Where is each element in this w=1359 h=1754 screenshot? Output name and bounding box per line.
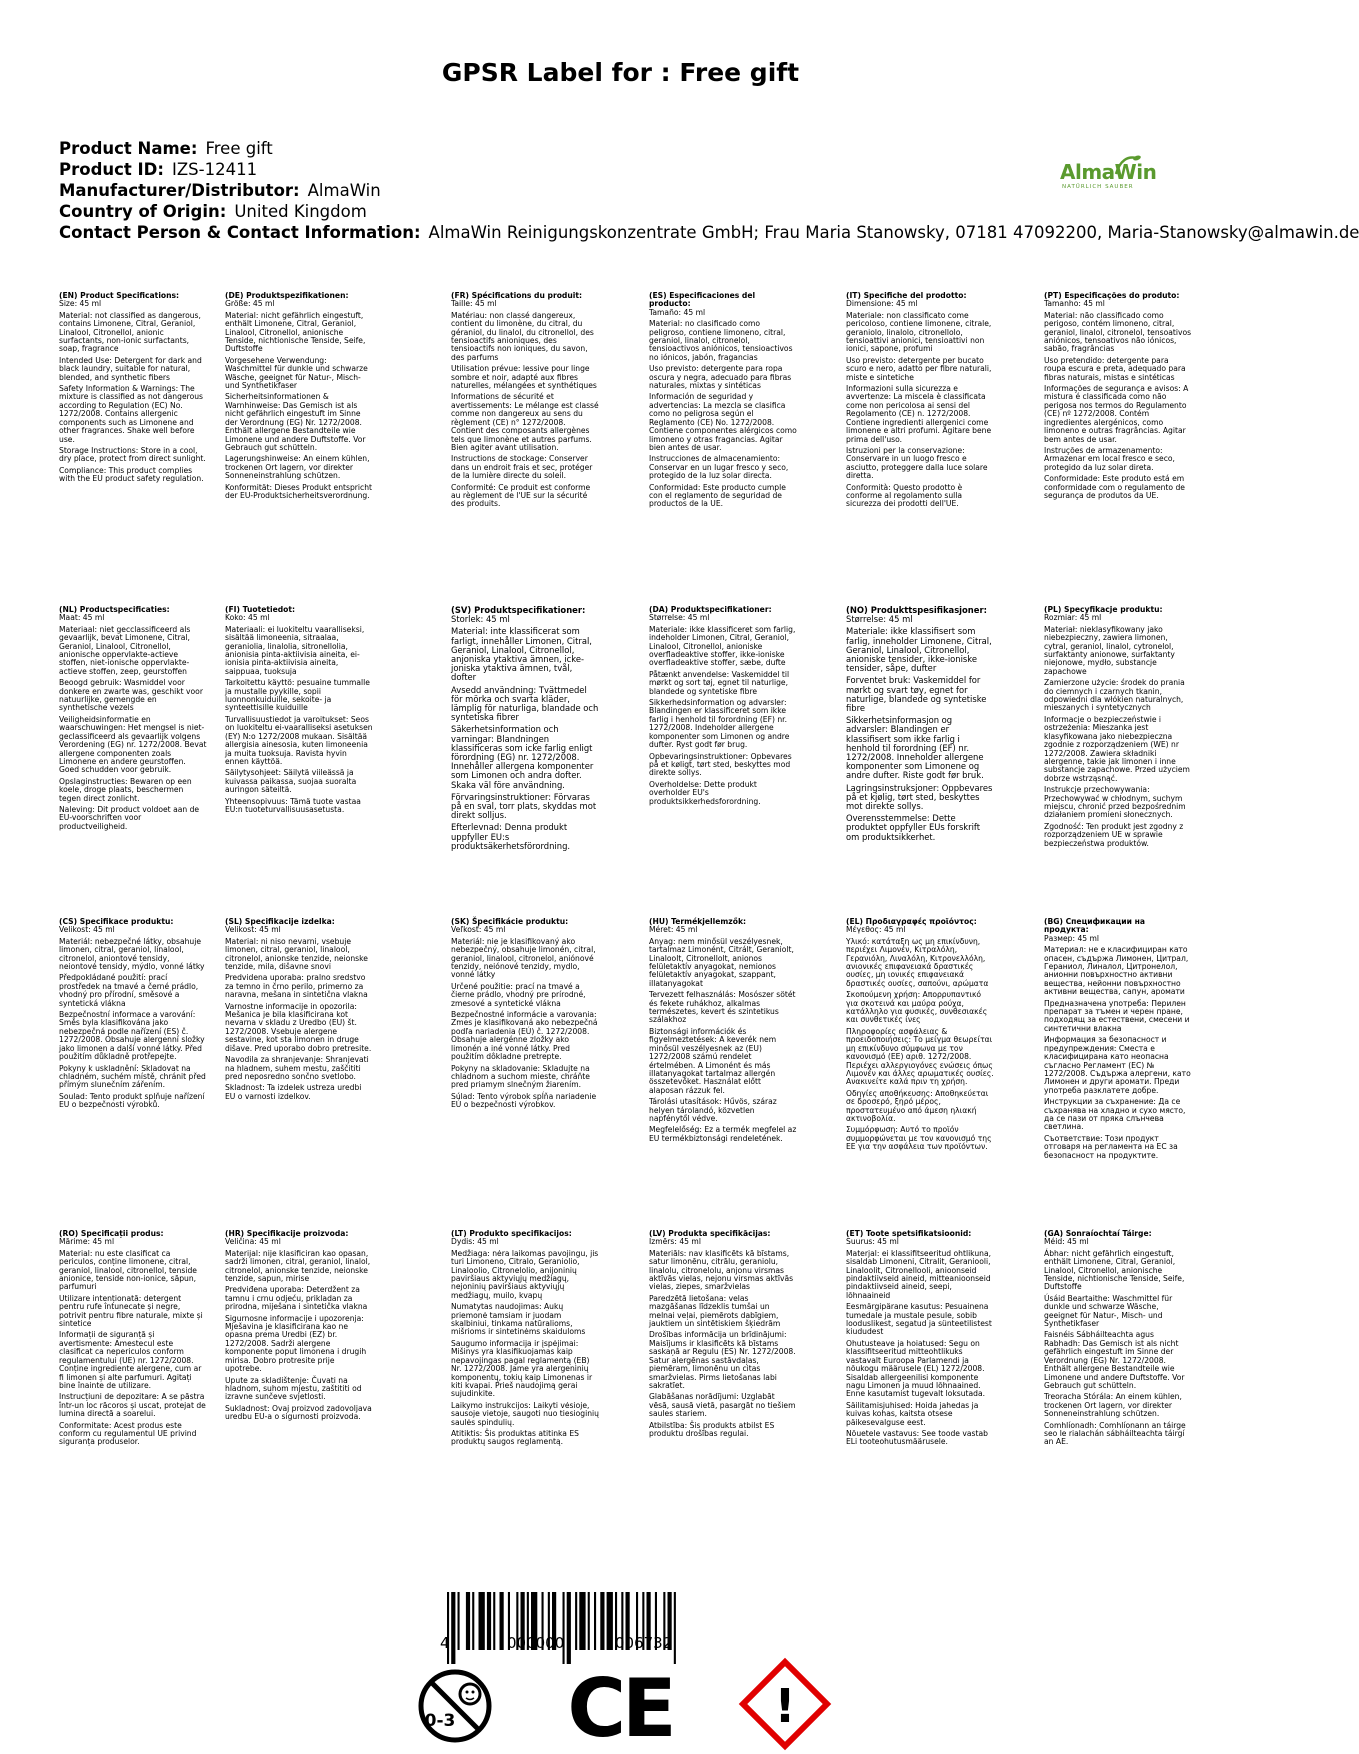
spec-paragraph: Forventet bruk: Vaskemiddel for mørkt og svart tøy, egnet for naturlige, blandede og syntetiske fibre: [846, 675, 987, 714]
spec-paragraph: Предназначена употреба: Перилен препарат за тъмен и черен пране, подходящ за естествени, смесени и синтетични влакна: [1044, 998, 1190, 1033]
spec-paragraph: Material: nicht gefährlich eingestuft, enthält Limonene, Citral, Geraniol, Linalool, Citronellol, anionische Tenside, nichtionische Tenside, Seife, Duftstoffe: [225, 310, 366, 354]
barcode-bar: [447, 1592, 449, 1664]
spec-paragraph: Conformidade: Este produto está em conformidade com o regulamento de segurança de produtos da UE.: [1044, 474, 1185, 500]
spec-heading: (SL) Specifikacije izdelka:: [225, 917, 335, 926]
spec-paragraph: Turvallisuustiedot ja varoitukset: Seos on luokiteltu ei-vaaralliseksi asetuksen (EY) N:o 1272/2008 mukaan. Sisältää allergisia ainesosia, kuten limoneenia ja muita tuoksuja. Ravista hyvin ennen käyttöä.: [225, 714, 373, 766]
spec-paragraph: Utilizare intenționată: detergent pentru rufe întunecate și negre, potrivit pentru fibre naturale, mixte și sintetice: [59, 1293, 203, 1329]
safety-symbols: [0, 1656, 1241, 1754]
spec-paragraph: Ohutusteave ja hoiatused: Segu on klassifitseeritud mitteohtlikuks vastavalt Euroopa Parlamendi ja nõukogu määrusele (EL) 1272/2008. Sisaldab allergeenilisi komponente nagu Limonen ja muud lõhnaained. Enne kasutamist tugevalt loksutada.: [846, 1338, 986, 1399]
page-title: GPSR Label for : Free gift: [441, 58, 800, 87]
spec-paragraph: Súlad: Tento výrobok spĺňa nariadenie EÚ o bezpečnosti výrobkov.: [451, 1091, 597, 1110]
spec-paragraph: Ábhar: nicht gefährlich eingestuft, enthält Limonene, Citral, Geraniol, Linalool, Citronellol, anionische Tenside, nichtionische Tenside, Seife, Duftstoffe: [1044, 1248, 1185, 1292]
spec-paragraph: Laikymo instrukcijos: Laikyti vėsioje, sausoje vietoje, saugoti nuo tiesioginių saulės spindulių.: [451, 1400, 599, 1427]
spec-paragraph: Naleving: Dit product voldoet aan de EU-voorschriften voor productveiligheid.: [59, 804, 200, 831]
spec-paragraph: Navodila za shranjevanje: Shranjevati na hladnem, suhem mestu, zaščititi pred neposredno sončno svetlobo.: [225, 1055, 369, 1081]
spec-paragraph: Safety Information & Warnings: The mixture is classified as not dangerous according to Regulation (EC) No. 1272/2008. Contains allergenic components such as Limonene and other fragrances. Shake well before use.: [59, 384, 203, 444]
spec-paragraph: Informacje o bezpieczeństwie i ostrzeżenia: Mieszanka jest klasyfikowana jako niebezpieczna zgodnie z rozporządzeniem (WE) nr 1272/2008. Zawiera składniki alergenne, takie jak limonen i inne substancje zapachowe. Przed użyciem dobrze wstrząsnąć.: [1044, 714, 1190, 783]
spec-size: Veličina: 45 ml: [225, 1237, 281, 1247]
spec-paragraph: Instructions de stockage: Conserver dans un endroit frais et sec, protéger de la lumière directe du soleil.: [451, 454, 593, 481]
spec-paragraph: Säkerhetsinformation och varningar: Blandningen klassificeras som icke farlig enligt förordning (EG) nr. 1272/2008. Innehåller allergena komponenter som Limonen och andra dofter. Skaka väl före användning.: [451, 724, 594, 790]
spec-paragraph: Medžiaga: nėra laikomas pavojingu, jis turi Limoneno, Citralo, Geraniolio, Linaloolio, Citronelolio, anijoninių paviršiaus aktyviųjų medžiagų, nejoninių paviršiaus aktyviųjų medžiagų, muilo, kvapų: [451, 1248, 599, 1300]
spec-block: [59, 606, 207, 834]
spec-heading: (DE) Produktspezifikationen:: [225, 291, 349, 300]
spec-paragraph: Materiál: nie je klasifikovaný ako nebezpečný, obsahuje limonén, citral, geraniol, linalool, citronelol, aniónové tenzidy, neiónové tenzidy, mydlo, vonné látky: [451, 936, 596, 980]
spec-paragraph: Veiligheidsinformatie en waarschuwingen: Het mengsel is niet-geclassificeerd als gevaarlijk volgens Verordening (EG) nr. 1272/2008. Bevat allergene componenten zoals Limonene en andere geurstoffen. Goed schudden voor gebruik.: [59, 714, 207, 775]
spec-paragraph: Pokyny k uskladnění: Skladovat na chladném, suchém místě, chránit před přímým slunečním zářením.: [59, 1063, 206, 1090]
spec-paragraph: Informații de siguranță și avertismente: Amestecul este clasificat ca nepericulos conform regulamentului (UE) nr. 1272/2008. Conține ingrediente alergene, cum ar fi limonen și alte parfumuri. Agitați bine înainte de utilizare.: [59, 1330, 202, 1390]
manufacturer-label: Manufacturer/Distributor:: [59, 181, 300, 200]
spec-heading: (PL) Specyfikacje produktu:: [1044, 605, 1163, 614]
spec-block: [649, 292, 797, 512]
spec-paragraph: Faisnéis Sábháilteachta agus Rabhadh: Das Gemisch ist als nicht gefährlich eingestuft im Sinne der Verordnung (EG) Nr. 1272/2008. Enthält allergene Bestandteile wie Limonene und andere Duftstoffe. Vor Gebrauch gut schütteln.: [1044, 1330, 1185, 1390]
spec-paragraph: Informazioni sulla sicurezza e avvertenze: La miscela è classificata come non pericolosa ai sensi del Regolamento (CE) n. 1272/2008. Contiene ingredienti allergenici come limonene e altri profumi. Agitare bene prima dell'uso.: [846, 384, 992, 444]
barcode-group-left: 000000: [507, 1634, 565, 1652]
barcode-bar: [579, 1592, 585, 1650]
hazard-warning-icon: [743, 1662, 827, 1746]
barcode-bar: [500, 1592, 504, 1650]
spec-paragraph: Utilisation prévue: lessive pour linge sombre et noir, adapté aux fibres naturelles, mélangées et synthétiques: [451, 364, 597, 391]
spec-paragraph: Información de seguridad y advertencias: La mezcla se clasifica como no peligrosa según el Reglamento (CE) No. 1272/2008. Contiene componentes alérgicos como limoneno y otras fragancias. Agitar bien antes de usar.: [649, 392, 797, 452]
barcode-bar: [607, 1592, 613, 1650]
spec-paragraph: Instrukcje przechowywania: Przechowywać w chłodnym, suchym miejscu, chronić przed bezpośrednim działaniem promieni słonecznych.: [1044, 785, 1186, 820]
spec-paragraph: Материал: не е класифициран като опасен, съдържа Лимонен, Цитрал, Гераниол, Линалол, Цитронелол, анионни повърхностно активни вещества, нейонни повърхностно активни вещества, сапун, аромати: [1044, 945, 1189, 997]
spec-paragraph: Conformità: Questo prodotto è conforme al regolamento sulla sicurezza dei prodotti dell'UE.: [846, 482, 963, 509]
spec-paragraph: Bezpečnostní informace a varování: Směs byla klasifikována jako nebezpečná podle nařízení (ES) č. 1272/2008. Obsahuje alergenní složky jako limonen a další vonné látky. Před použitím důkladně protřepejte.: [59, 1010, 205, 1062]
barcode-bar: [479, 1592, 485, 1650]
spec-paragraph: Material: não classificado como perigoso, contém limoneno, citral, geraniol, linalol, citronelol, tensoativos aniónicos, tensoativos não iónicos, sabão, fragrâncias: [1044, 310, 1192, 354]
logo-text: AlmaWin: [1060, 160, 1157, 184]
spec-paragraph: Materiał: nieklasyfikowany jako niebezpieczny, zawiera limonen, cytral, geraniol, linalol, cytronelol, surfaktanty anionowe, surfaktanty niejonowe, mydło, substancje zapachowe: [1044, 624, 1175, 676]
spec-paragraph: Σκοπούμενη χρήση: Απορρυπαντικό για σκοτεινά και μαύρα ρούχα, κατάλληλο για φυσικές, συνθεσιακές και συνθετικές ίνες: [846, 990, 988, 1025]
spec-paragraph: Atitiktis: Šis produktas atitinka ES produktų saugos reglamentą.: [451, 1428, 579, 1447]
spec-size: Tamanho: 45 ml: [1044, 299, 1105, 309]
spec-block: [451, 292, 599, 512]
origin-label: Country of Origin:: [59, 202, 227, 221]
spec-paragraph: Yhteensopivuus: Tämä tuote vastaa EU:n tuoteturvallisuusasetusta.: [225, 796, 361, 814]
spec-paragraph: Úsáid Beartaithe: Waschmittel für dunkle und schwarze Wäsche, geeignet für Natur-, Misch- und Synthetikfaser: [1044, 1293, 1173, 1329]
spec-paragraph: Glabāšanas norādījumi: Uzglabāt vēsā, sausā vietā, pasargāt no tiešiem saules stariem.: [649, 1392, 796, 1419]
spec-paragraph: Skladnost: Ta izdelek ustreza uredbi EU o varnosti izdelkov.: [225, 1083, 362, 1101]
product-name-label: Product Name:: [59, 139, 198, 158]
spec-paragraph: Tárolási utasítások: Hűvös, száraz helyen tárolandó, közvetlen napfénytől védve.: [649, 1097, 777, 1123]
logo-tagline: NATÜRLICH SAUBER: [1062, 184, 1134, 190]
origin-value: United Kingdom: [234, 202, 367, 221]
spec-paragraph: Instrucțiuni de depozitare: A se păstra într-un loc răcoros și uscat, protejat de lumina directă a soarelui.: [59, 1392, 206, 1419]
spec-block: [1044, 606, 1192, 851]
spec-paragraph: Conformidad: Este producto cumple con el reglamento de seguridad de productos de la UE.: [649, 482, 786, 509]
spec-paragraph: Υλικό: κατάταξη ως μη επικίνδυνη, περιέχει Λιμονέν, Κιτραλόλη, Γερανιόλη, Λιναλόλη, Κιτρονελλόλη, ανιονικές επιφανειακά δραστικές ουσίες, μη ιονικές επιφανειακά δραστικές ουσίες, σαπούνι, αρώματα: [846, 936, 989, 988]
spec-heading: (PT) Especificações do produto:: [1044, 291, 1180, 300]
spec-paragraph: Material: ni niso nevarni, vsebuje limonen, citral, geraniol, linalool, citronelol, anionske tenzide, neionske tenzide, mila, dišavne snovi: [225, 936, 368, 972]
spec-paragraph: Material: not classified as dangerous, contains Limonene, Citral, Geraniol, Linalool, Citronellol, anionic surfactants, non-ionic surfactants, soap, fragrance: [59, 310, 201, 354]
spec-size: Koko: 45 ml: [225, 613, 270, 623]
barcode-bar: [567, 1592, 571, 1664]
spec-paragraph: Uso pretendido: detergente para roupa escura e preta, adequado para fibras naturais, mistas e sintéticas: [1044, 355, 1186, 382]
spec-paragraph: Pokyny na skladovanie: Skladujte na chladnom a suchom mieste, chráňte pred priamym slnečným žiarením.: [451, 1063, 590, 1090]
spec-paragraph: Compliance: This product complies with the EU product safety regulation.: [59, 465, 204, 484]
origin-row: [59, 201, 1241, 222]
barcode: [445, 1592, 755, 1664]
product-name-value: Free gift: [205, 139, 273, 158]
spec-paragraph: Lagerungshinweise: An einem kühlen, trockenen Ort lagern, vor direkter Sonneneinstrahlung schützen.: [225, 454, 370, 481]
spec-size: Size: 45 ml: [59, 299, 102, 309]
age-label: 0-3: [424, 1711, 456, 1731]
manufacturer-value: AlmaWin: [307, 181, 381, 200]
spec-size: Méret: 45 ml: [649, 925, 698, 935]
spec-paragraph: Информация за безопасност и предупреждения: Сместа е класифицирана като неопасна съгласно Регламент (ЕС) № 1272/2008. Съдържа алергени, като Лимонен и други аромати. Преди употреба разклатете добре.: [1044, 1035, 1191, 1095]
spec-size: Velikost: 45 ml: [225, 925, 281, 935]
spec-block: [225, 292, 373, 503]
spec-heading: (EN) Product Specifications:: [59, 291, 180, 300]
spec-heading: (BG) Спецификации на продукта:: [1044, 917, 1145, 935]
spec-size: Dimensione: 45 ml: [846, 299, 918, 309]
spec-paragraph: Säilitamisjuhised: Hoida jahedas ja kuivas kohas, kaitsta otsese päikesevalguse eest.: [846, 1400, 979, 1427]
product-id-label: Product ID:: [59, 160, 164, 179]
spec-paragraph: Tervezett felhasználás: Mosószer sötét és fekete ruhákhoz, alkalmas természetes, kevert és szintetikus szálakhoz: [649, 990, 796, 1025]
spec-paragraph: Materiale: ikke klassificeret som farlig, indeholder Limonen, Citral, Geraniol, Linalool, Citronellol, anioniske overfladeaktive stoffer, ikke-ioniske overfladeaktive stoffer, sæbe, dufte: [649, 624, 796, 668]
spec-paragraph: Matériau: non classé dangereux, contient du limonène, du citral, du géraniol, du linalol, du citronellol, des tensioactifs anioniques, des tensioactifs non ioniques, du savon, des parfums: [451, 310, 594, 362]
spec-size: Suurus: 45 ml: [846, 1237, 899, 1247]
spec-block: [225, 1230, 373, 1425]
spec-heading: (NO) Produkttspesifikasjoner:: [846, 605, 987, 615]
spec-paragraph: Πληροφορίες ασφάλειας & προειδοποιήσεις: Το μείγμα θεωρείται μη επικίνδυνο σύμφωνα με τον κανονισμό (ΕΕ) αριθ. 1272/2008. Περιέχει αλλεργιογόνες ενώσεις όπως Λιμονέν και άλλες αρωματικές ουσίες. Ανακινείτε καλά πριν τη χρήση.: [846, 1026, 994, 1087]
barcode-digit-first: 4: [440, 1634, 450, 1652]
spec-paragraph: Numatytas naudojimas: Aukų priemonė tamsiam ir juodam skalbiniui, tinkama natūralioms, mišrioms ir sintetinėms skaiduloms: [451, 1302, 586, 1337]
spec-paragraph: Comhlíonadh: Comhlíonann an táirge seo le rialachán sábháilteachta táirgí an AE.: [1044, 1420, 1186, 1447]
spec-paragraph: Sikkerhedsinformation og advarsler: Blandingen er klassificeret som ikke farlig i henhold til forordning (EF) nr. 1272/2008. Indeholder allergene komponenter som Limonen og andre dufter. Ryst godt før brug.: [649, 698, 790, 750]
spec-paragraph: Informações de segurança e avisos: A mistura é classificada como não perigosa nos termos do Regulamento (CE) nº 1272/2008. Contém ingredientes alergénicos, como limoneno e outras fragrâncias. Agitar bem antes de usar.: [1044, 384, 1189, 444]
spec-paragraph: Instrucciones de almacenamiento: Conservar en un lugar fresco y seco, protegido de la luz solar directa.: [649, 454, 789, 481]
spec-heading: (SV) Produktspecifikationer:: [451, 605, 586, 615]
spec-size: Velikost: 45 ml: [59, 925, 115, 935]
spec-paragraph: Anyag: nem minősül veszélyesnek, tartalmaz Limonént, Citrált, Geraniolt, Linaloolt, Citronellolt, anionos felületaktív anyagokat, nemionos felületaktív anyagokat, szappant, illatanyagokat: [649, 936, 794, 988]
spec-paragraph: Sikkerhetsinformasjon og advarsler: Blandingen er klassifisert som ikke farlig i henhold til forordning (EF) nr. 1272/2008. Inneholder allergene komponenter som Limonene og andre dufter. Riste godt før bruk.: [846, 715, 984, 781]
spec-block: [451, 918, 599, 1113]
spec-size: Dydis: 45 ml: [451, 1237, 499, 1247]
spec-heading: (ET) Toote spetsifikatsioonid:: [846, 1229, 972, 1238]
spec-paragraph: Bezpečnostné informácie a varovania: Zmes je klasifikovaná ako nebezpečná podľa nariadenia (EÚ) č. 1272/2008. Obsahuje alergénne zložky ako limonén a iné vonné látky. Pred použitím dôkladne pretrepte.: [451, 1010, 598, 1062]
spec-heading: (ES) Especificaciones del producto:: [649, 291, 756, 309]
spec-size: Μέγεθος: 45 ml: [846, 925, 906, 935]
spec-paragraph: Συμμόρφωση: Αυτό το προϊόν συμμορφώνεται με τον κανονισμό της ΕΕ για την ασφάλεια των προϊόντων.: [846, 1125, 992, 1152]
spec-paragraph: Säilytysohjeet: Säilytä viileässä ja kuivassa paikassa, suojaa suoralta auringon säteiltä.: [225, 768, 357, 795]
spec-paragraph: Materjal: ei klassifitseeritud ohtlikuna, sisaldab Limoneni, Citralit, Geraniooli, Linaloolit, Citronellooli, anioonseid pindaktiivseid aineid, mitteanioonseid pindaktiivseid aineid, seepi, lõhnaaineid: [846, 1248, 992, 1300]
spec-paragraph: Materiale: non classificato come pericoloso, contiene limonene, citrale, geraniolo, linalolo, citronellolo, tensioattivi anionici, tensioattivi non ionici, sapone, profumi: [846, 310, 992, 354]
spec-paragraph: Conformitate: Acest produs este conform cu regulamentul UE privind siguranța produselor.: [59, 1420, 197, 1447]
spec-block: [1044, 918, 1192, 1163]
spec-paragraph: Materiale: ikke klassifisert som farlig, inneholder Limonene, Citral, Geraniol, Linalool, Citronellol, anioniske tensider, ikke-ioniske tensider, såpe, dufter: [846, 626, 992, 674]
spec-paragraph: Treoracha Stórála: An einem kühlen, trockenen Ort lagern, vor direkter Sonneneinstrahlung schützen.: [1044, 1392, 1182, 1419]
barcode-bar: [575, 1592, 577, 1650]
svg-text:!: !: [774, 1679, 796, 1733]
spec-paragraph: Varnostne informacije in opozorila: Mešanica je bila klasificirana kot nevarna v skladu z Uredbo (EU) št. 1272/2008. Vsebuje alergene sestavine, kot sta limonen in druge dišave. Pred uporabo dobro pretresite.: [225, 1001, 372, 1053]
barcode-bar: [594, 1592, 596, 1650]
spec-paragraph: Sicherheitsinformationen & Warnhinweise: Das Gemisch ist als nicht gefährlich eingestuft im Sinne der Verordnung (EG) Nr. 1272/2008. Enthält allergene Bestandteile wie Limonene und andere Duftstoffe. Vor Gebrauch gut schütteln.: [225, 392, 366, 452]
spec-paragraph: Beoogd gebruik: Wasmiddel voor donkere en zwarte was, geschikt voor natuurlijke, gemengde en synthetische vezels: [59, 678, 203, 713]
spec-paragraph: Soulad: Tento produkt splňuje nařízení EU o bezpečnosti výrobků.: [59, 1091, 205, 1110]
spec-size: Størrelse: 45 ml: [649, 613, 710, 623]
spec-paragraph: Material: inte klassificerat som farligt, innehåller Limonen, Citral, Geraniol, Linalool, Citronellol, anjoniska ytaktiva ämnen, icke-joniska ytaktiva ämnen, tvål, dofter: [451, 626, 592, 683]
barcode-bar: [472, 1592, 474, 1650]
spec-block: [649, 1230, 797, 1441]
spec-heading: (EL) Προδιαγραφές προϊόντος:: [846, 917, 977, 926]
spec-paragraph: Lagringsinstruksjoner: Oppbevares på et kjølig, tørt sted, beskyttes mot direkte sollys.: [846, 782, 993, 812]
spec-paragraph: Instruções de armazenamento: Armazenar em local fresco e seco, protegido da luz solar direta.: [1044, 445, 1175, 472]
spec-paragraph: Intended Use: Detergent for dark and black laundry, suitable for natural, blended, and synthetic fibers: [59, 355, 202, 382]
barcode-bar: [493, 1592, 495, 1650]
spec-heading: (HR) Specifikacije proizvoda:: [225, 1229, 349, 1238]
spec-block: [225, 918, 373, 1104]
spec-paragraph: Upute za skladištenje: Čuvati na hladnom, suhom mjestu, zaštititi od izravne sunčeve svjetlosti.: [225, 1375, 362, 1402]
spec-paragraph: Saugumo informacija ir įspėjimai: Mišinys yra klasifikuojamas kaip nepavojingas pagal reglamentą (EB) Nr. 1272/2008. Jame yra alergeninių komponentų, tokių kaip Limonenas ir kiti kvapai. Prieš naudojimą gerai sujudinkite.: [451, 1338, 593, 1399]
spec-paragraph: Opslaginstructies: Bewaren op een koele, droge plaats, beschermen tegen direct zonlicht.: [59, 776, 192, 803]
spec-size: Maat: 45 ml: [59, 613, 105, 623]
spec-paragraph: Conformité: Ce produit est conforme au règlement de l'UE sur la sécurité des produits.: [451, 482, 591, 509]
spec-paragraph: Påtænkt anvendelse: Vaskemiddel til mørkt og sort tøj, egnet til naturlige, blandede og syntetiske fibre: [649, 669, 790, 696]
spec-heading: (SK) Špecifikácie produktu:: [451, 917, 569, 926]
spec-paragraph: Съответствие: Този продукт отговаря на регламента на ЕС за безопасност на продуктите.: [1044, 1133, 1178, 1160]
spec-paragraph: Overensstemmelse: Dette produktet oppfyller EUs forskrift om produktsikkerhet.: [846, 813, 981, 842]
barcode-bar: [466, 1592, 470, 1650]
spec-paragraph: Οδηγίες αποθήκευσης: Αποθηκεύεται σε δροσερό, ξηρό μέρος, προστατευμένο από άμεση ηλιακή ακτινοβολία.: [846, 1088, 989, 1123]
spec-paragraph: Materiál: nebezpečné látky, obsahuje limonen, citral, geraniol, linalool, citronelol, aniontové tensidy, neiontové tensidy, mýdlo, vonné látky: [59, 936, 205, 972]
barcode-bar: [600, 1592, 604, 1650]
spec-paragraph: Uso previsto: detergente per bucato scuro e nero, adatto per fibre naturali, miste e sintetiche: [846, 355, 992, 382]
spec-paragraph: Eesmärgipärane kasutus: Pesuainena tumedale ja mustale pesule, sobib looduslikest, segatud ja sünteetilistest kiududest: [846, 1302, 992, 1337]
spec-size: Tamaño: 45 ml: [649, 307, 706, 317]
spec-size: Mărime: 45 ml: [59, 1237, 115, 1247]
spec-paragraph: Určené použitie: prací na tmavé a čierne prádlo, vhodný pre prírodné, zmesové a syntetické vlákna: [451, 981, 586, 1008]
spec-block: [59, 918, 207, 1113]
spec-paragraph: Storage Instructions: Store in a cool, dry place, protect from direct sunlight.: [59, 445, 206, 464]
barcode-group-right: 006732: [615, 1634, 673, 1652]
spec-size: Størrelse: 45 ml: [846, 614, 913, 625]
spec-heading: (FR) Spécifications du produit:: [451, 291, 583, 300]
spec-paragraph: Tarkoitettu käyttö: pesuaine tummalle ja mustalle pyykille, sopii luonnonkuiduille, sekoite- ja synteettisille kuiduille: [225, 678, 370, 713]
spec-paragraph: Materiaali: ei luokiteltu vaaralliseksi, sisältää limoneenia, sitraalaa, geraniolia, linalolia, sitronellolia, anionisia pinta-aktiivisia aineita, ei-ionisia pinta-aktiivisia aineita, saippuaa, tuoksuja: [225, 624, 365, 676]
spec-block: [846, 918, 994, 1155]
spec-block: [649, 606, 797, 809]
barcode-bar: [588, 1592, 590, 1650]
spec-paragraph: Biztonsági információk és figyelmeztetések: A keverék nem minősül veszélyesnek az (EU) 1272/2008 számú rendelet értelmében. A Limonént és más illatanyagokat tartalmaz allergén összetevőket. Használat előtt alaposan rázzuk fel.: [649, 1026, 777, 1095]
spec-heading: (NL) Productspecificaties:: [59, 605, 170, 614]
spec-paragraph: Avsedd användning: Tvättmedel för mörka och svarta kläder, lämplig för naturliga, blandade och syntetiska fibrer: [451, 684, 599, 723]
spec-heading: (DA) Produktspecifikationer:: [649, 605, 772, 614]
spec-paragraph: Opbevaringsinstruktioner: Opbevares på et køligt, tørt sted, beskyttes mod direkte sollys.: [649, 751, 792, 778]
spec-paragraph: Инструкции за съхранение: Да се съхранява на хладно и сухо място, да се пази от пряка слънчева светлина.: [1044, 1097, 1186, 1132]
spec-size: Taille: 45 ml: [451, 299, 497, 309]
spec-heading: (LV) Produkta specifikācijas:: [649, 1229, 771, 1238]
spec-block: [451, 1230, 599, 1450]
spec-paragraph: Material: no clasificado como peligroso, contiene limoneno, citral, geraniol, linalol, citronelol, tensioactivos aniónicos, tensioactivos no iónicos, jabón, fragancias: [649, 319, 793, 362]
spec-size: Méid: 45 ml: [1044, 1237, 1089, 1247]
spec-block: [846, 606, 994, 845]
spec-size: Rozmiar: 45 ml: [1044, 613, 1102, 623]
spec-paragraph: Materiāls: nav klasificēts kā bīstams, satur limonēnu, citrālu, geraniolu, linalolu, citronelolu, anjonu virsmas aktīvās vielas, nejonu virsmas aktīvās vielas, ziepes, smaržvielas: [649, 1248, 794, 1292]
spec-paragraph: Sukladnost: Ovaj proizvod zadovoljava uredbu EU-a o sigurnosti proizvoda.: [225, 1403, 372, 1422]
barcode-bar: [674, 1592, 676, 1664]
spec-paragraph: Atbilstība: Šis produkts atbilst ES produktu drošības regulai.: [649, 1420, 775, 1438]
spec-paragraph: Material: nu este clasificat ca periculos, conține limonene, citral, geraniol, linalool, citronellol, tenside anionice, tenside non-ionice, săpun, parfumuri: [59, 1248, 197, 1292]
spec-paragraph: Zamierzone użycie: środek do prania do ciemnych i czarnych tkanin, odpowiedni dla włókien naturalnych, mieszanych i syntetycznych: [1044, 678, 1185, 713]
spec-block: [1044, 292, 1192, 503]
spec-paragraph: Materiaal: niet gecclassificeerd als gevaarlijk, bevat Limonene, Citral, Geraniol, Linalool, Citronellol, anionische oppervlakte-actieve stoffen, niet-ionische oppervlakte-actieve stoffen, zeep, geurstoffen: [59, 624, 191, 676]
spec-size: Größe: 45 ml: [225, 299, 275, 309]
spec-size: Storlek: 45 ml: [451, 614, 510, 625]
spec-block: [1044, 1230, 1192, 1450]
barcode-bar: [458, 1592, 460, 1650]
spec-paragraph: Drošības informācija un brīdinājumi: Maisījums ir klasificēts kā bīstams saskaņā ar Regulu (ES) Nr. 1272/2008. Satur alergēnas sastāvdaļas, piemēram, limonēnu un citas smaržvielas. Pirms lietošanas labi sakratīet.: [649, 1330, 796, 1390]
spec-block: [59, 1230, 207, 1450]
contact-row: [59, 222, 1359, 243]
spec-size: Veľkosť: 45 ml: [451, 925, 506, 935]
svg-text:CE: CE: [567, 1662, 673, 1754]
spec-size: Izmērs: 45 ml: [649, 1237, 701, 1247]
spec-size: Размер: 45 ml: [1044, 933, 1100, 943]
spec-paragraph: Predviđena uporaba: Deterdžent za tamnu i crnu odjeću, prikladan za prirodna, miješana i sintetička vlakna: [225, 1285, 368, 1312]
contact-label: Contact Person & Contact Information:: [59, 223, 421, 242]
spec-heading: (CS) Specifikace produktu:: [59, 917, 174, 926]
spec-block: [451, 606, 599, 854]
spec-paragraph: Paredzētā lietošana: velas mazgāšanas līdzeklis tumšai un melnai veļai, piemērots dabīgiem, jauktiem un sintētiskiem šķiedrām: [649, 1293, 781, 1329]
barcode-bar: [487, 1592, 491, 1650]
spec-paragraph: Overholdelse: Dette produkt overholder EU's produktsikkerhedsforordning.: [649, 779, 761, 806]
spec-heading: (FI) Tuotetiedot:: [225, 605, 296, 614]
spec-paragraph: Předpokládané použití: prací prostředek na tmavé a černé prádlo, vhodný pro přírodní, směsové a syntetická vlákna: [59, 973, 199, 1008]
spec-paragraph: Förvaringsinstruktioner: Förvaras på en sval, torr plats, skyddas mot direkt solljus.: [451, 791, 597, 821]
spec-paragraph: Materijal: nije klasificiran kao opasan, sadrži limonen, citral, geraniol, linalol, citronelol, anionske tenzide, neionske tenzide, sapun, mirise: [225, 1248, 371, 1284]
spec-heading: (IT) Specifiche del prodotto:: [846, 291, 967, 300]
spec-block: [225, 606, 373, 817]
age-warning-icon: [421, 1672, 489, 1740]
product-id-value: IZS-12411: [171, 160, 258, 179]
spec-paragraph: Istruzioni per la conservazione: Conservare in un luogo fresco e asciutto, proteggere dalla luce solare diretta.: [846, 445, 988, 481]
barcode-bar: [563, 1592, 565, 1664]
spec-block: [846, 1230, 994, 1450]
spec-heading: (RO) Specificații produs:: [59, 1229, 164, 1238]
spec-heading: (HU) Termékjellemzők:: [649, 917, 747, 926]
spec-paragraph: Informations de sécurité et avertissements: Le mélange est classé comme non dangereux au sens du règlement (CE) n° 1272/2008. Contient des composants allergènes tels que limonène et autres parfums. Bien agiter avant utilisation.: [451, 392, 599, 452]
spec-paragraph: Predvidena uporaba: pralno sredstvo za temno in črno perilo, primerno za naravna, mešana in sintetična vlakna: [225, 973, 368, 1000]
spec-block: [649, 918, 797, 1146]
spec-paragraph: Uso previsto: detergente para ropa oscura y negra, adecuado para fibras naturales, mixtas y sintéticas: [649, 364, 792, 391]
ce-mark-icon: [567, 1662, 672, 1754]
contact-value: AlmaWin Reinigungskonzentrate GmbH; Frau Maria Stanowsky, 07181 47092200, Maria-Stanowsky@almawin.de: [428, 223, 1359, 242]
spec-heading: (LT) Produkto specifikacijos:: [451, 1229, 572, 1238]
spec-paragraph: Megfelelőség: Ez a termék megfelel az EU termékbiztonsági rendeletének.: [649, 1125, 797, 1143]
spec-paragraph: Sigurnosne informacije i upozorenja: Mješavina je klasificirana kao ne opasna prema Uredbi (EZ) br. 1272/2008. Sadrži alergene komponente poput limonena i drugih mirisa. Dobro protresite prije upotrebe.: [225, 1313, 367, 1374]
spec-heading: (GA) Sonraíochtaí Táirge:: [1044, 1229, 1152, 1238]
spec-paragraph: Vorgesehene Verwendung: Waschmittel für dunkle und schwarze Wäsche, geeignet für Natur-, Misch- und Synthetikfaser: [225, 355, 368, 391]
spec-paragraph: Efterlevnad: Denna produkt uppfyller EU:s produktsäkerhetsförordning.: [451, 822, 571, 851]
barcode-bar: [451, 1592, 455, 1664]
spec-paragraph: Nõuetele vastavus: See toode vastab ELi tooteohutusmäärusele.: [846, 1428, 988, 1447]
spec-block: [846, 292, 994, 512]
spec-paragraph: Zgodność: Ten produkt jest zgodny z rozporządzeniem UE w sprawie bezpieczeństwa produktów.: [1044, 821, 1184, 848]
spec-paragraph: Konformität: Dieses Produkt entspricht der EU-Produktsicherheitsverordnung.: [225, 482, 372, 500]
spec-block: [59, 292, 207, 487]
